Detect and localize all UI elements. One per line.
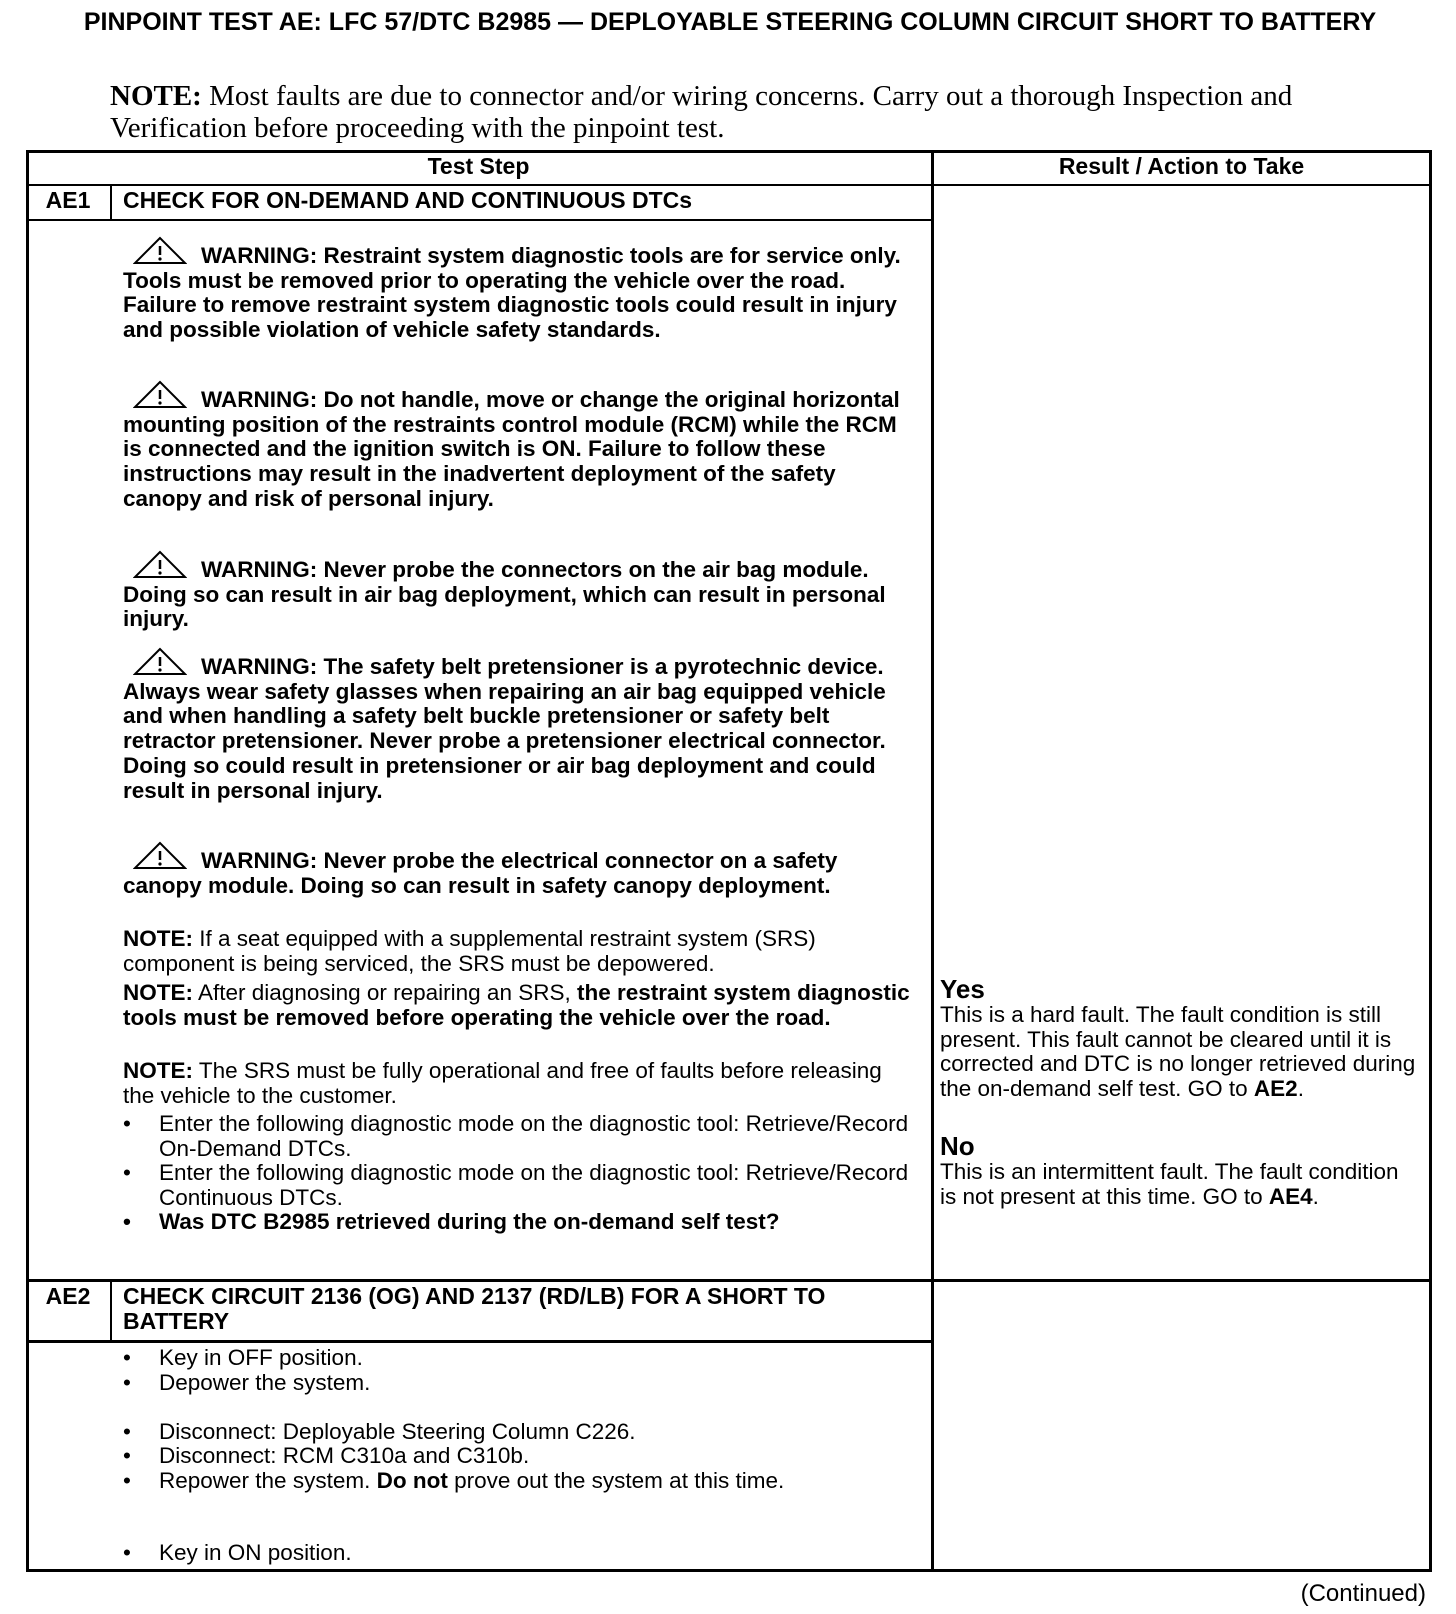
warning-4 <box>123 655 913 803</box>
step-text: Disconnect: RCM C310a and C310b. <box>159 1443 530 1468</box>
step-text: Enter the following diagnostic mode on the diagnostic tool: Retrieve/Record On-Demand DTCs. <box>159 1111 909 1161</box>
continued-label: (Continued) <box>1300 1580 1426 1607</box>
warning-2-text: WARNING: Do not handle, move or change the original horizontal mounting position of the restraints control module (RCM) while the RCM is connected and the ignition switch is ON. Failure to follow these instructions may result in the inadvertent deployment of the safety canopy and risk of personal injury. <box>123 387 900 511</box>
warning-3 <box>123 558 913 632</box>
pinpoint-table <box>26 150 1432 1572</box>
intro-note-text: Most faults are due to connector and/or wiring concerns. Carry out a thorough Inspection and Verification before proceeding with the pinpoint test. <box>110 80 1293 144</box>
step-text: Repower the system. <box>159 1468 377 1493</box>
bullet-marker: • <box>123 1468 131 1493</box>
warning-5-text: WARNING: Never probe the electrical connector on a safety canopy module. Doing so can result in safety canopy deployment. <box>123 848 838 898</box>
bullet-marker: • <box>123 1160 131 1185</box>
warning-triangle-icon <box>133 550 187 580</box>
result-yes-text: This is a hard fault. The fault condition is still present. This fault cannot be cleared until it is corrected and DTC is no longer retrieved during the on-demand self test. GO to <box>940 1002 1416 1102</box>
warning-4-text: WARNING: The safety belt pretensioner is a pyrotechnic device. Always wear safety glasses when repairing an air bag equipped vehicle and when handling a safety belt buckle pretensioner or safety belt retractor pretensioner. Never probe a pretensioner electrical connector. Doing so could result in pretensioner or air bag deployment and could result in personal injury. <box>123 654 886 803</box>
step-id-ae2: AE2 <box>45 1283 91 1309</box>
note-bold-text: the restraint system diagnostic tools must be removed before operating the vehicle over the road. <box>123 980 910 1030</box>
step-text: Disconnect: Deployable Steering Column C226. <box>159 1419 636 1444</box>
result-yes-label: Yes <box>940 974 985 1004</box>
result-yes <box>940 975 1420 1102</box>
step-id-ae1: AE1 <box>45 187 91 213</box>
goto-ae4-link[interactable]: AE4 <box>1268 1183 1313 1209</box>
note-label: NOTE: <box>123 926 193 951</box>
warning-2 <box>123 388 913 512</box>
bullet-marker: • <box>123 1370 131 1395</box>
step-title-ae1: CHECK FOR ON-DEMAND AND CONTINUOUS DTCs <box>123 187 693 213</box>
header-test-step: Test Step <box>427 153 530 179</box>
step-text-repower <box>159 1469 909 1494</box>
step-bold-text: Do not <box>376 1468 448 1493</box>
bullet-marker: • <box>123 1540 131 1565</box>
question-text: Was DTC B2985 retrieved during the on-demand self test? <box>159 1209 780 1234</box>
note-remove-tools <box>123 981 913 1030</box>
note-text: The SRS must be fully operational and free of faults before releasing the vehicle to the customer. <box>123 1058 882 1108</box>
goto-ae2-link[interactable]: AE2 <box>1253 1076 1298 1102</box>
intro-note-label: NOTE: <box>110 80 202 112</box>
note-label: NOTE: <box>123 1058 193 1083</box>
warning-triangle-icon <box>133 647 187 677</box>
warning-triangle-icon <box>133 380 187 410</box>
warning-3-text: WARNING: Never probe the connectors on the air bag module. Doing so can result in air bag deployment, which can result in personal injury. <box>123 557 886 632</box>
step-title-ae2: CHECK CIRCUIT 2136 (OG) AND 2137 (RD/LB) FOR A SHORT TO BATTERY <box>123 1283 826 1334</box>
warning-1 <box>123 244 913 343</box>
result-yes-end: . <box>1297 1076 1304 1102</box>
note-text: If a seat equipped with a supplemental restraint system (SRS) component is being serviced, the SRS must be depowered. <box>123 926 816 976</box>
note-text: After diagnosing or repairing an SRS, <box>193 980 577 1005</box>
warning-5 <box>123 849 913 898</box>
step-text: Key in OFF position. <box>159 1345 363 1370</box>
bullet-marker: • <box>123 1345 131 1370</box>
result-no <box>940 1132 1420 1209</box>
step-text-end: prove out the system at this time. <box>447 1468 785 1493</box>
step-text: Enter the following diagnostic mode on the diagnostic tool: Retrieve/Record Continuous DTCs. <box>159 1160 909 1210</box>
note-label: NOTE: <box>123 980 193 1005</box>
page-title: PINPOINT TEST AE: LFC 57/DTC B2985 — DEPLOYABLE STEERING COLUMN CIRCUIT SHORT TO BATTERY <box>83 8 1377 36</box>
result-no-text: This is an intermittent fault. The fault condition is not present at this time. GO to <box>940 1159 1399 1209</box>
warning-triangle-icon <box>133 236 187 266</box>
warning-triangle-icon <box>133 841 187 871</box>
note-depower <box>123 927 913 976</box>
warning-1-text: WARNING: Restraint system diagnostic tools are for service only. Tools must be removed prior to operating the vehicle over the road. Failure to remove restraint system diagnostic tools could result in injury and possible violation of vehicle safety standards. <box>123 243 901 343</box>
result-no-end: . <box>1312 1183 1319 1209</box>
bullet-marker: • <box>123 1111 131 1136</box>
bullet-marker: • <box>123 1419 131 1444</box>
bullet-marker: • <box>123 1443 131 1468</box>
step-text: Key in ON position. <box>159 1540 352 1565</box>
step-text: Depower the system. <box>159 1370 371 1395</box>
note-operational <box>123 1059 913 1108</box>
header-result: Result / Action to Take <box>1058 153 1305 179</box>
bullet-marker: • <box>123 1209 131 1234</box>
result-no-label: No <box>940 1131 975 1161</box>
intro-note <box>110 80 1360 144</box>
